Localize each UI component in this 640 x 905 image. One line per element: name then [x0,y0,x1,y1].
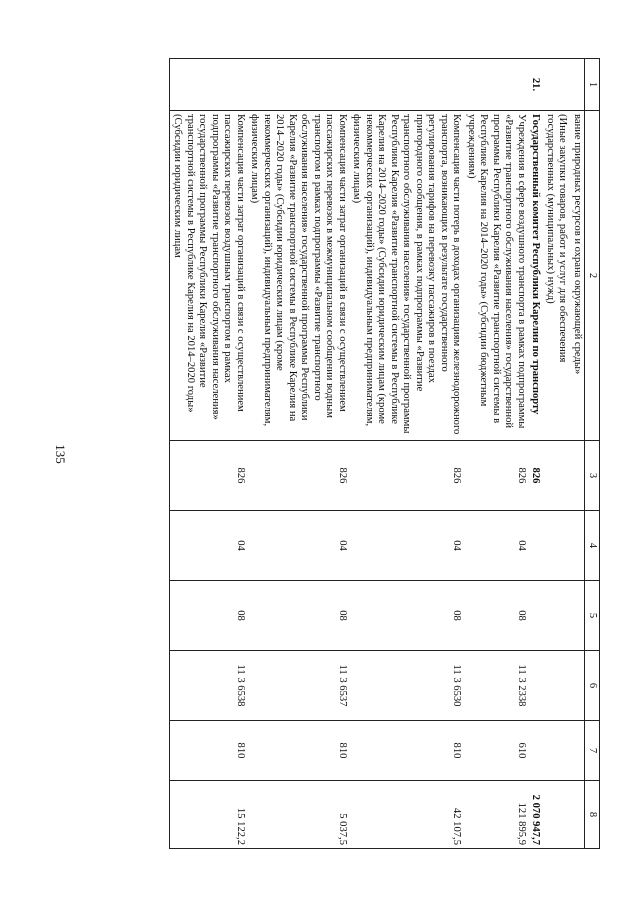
table-row [464,59,529,849]
column-header-7: 7 [585,721,600,781]
row-index [464,59,529,111]
table-row [349,59,464,849]
row-target-article: 11 3 6538 [170,651,248,721]
row-expense-type [543,721,570,781]
row-expense-type: 810 [349,721,464,781]
row-ministry-code: 826 [528,441,543,511]
table-row [570,59,585,849]
row-ministry-code [543,441,570,511]
budget-table [169,58,600,849]
table-header [585,59,600,849]
row-section [543,511,570,581]
row-subsection [570,581,585,651]
row-expense-type [528,721,543,781]
row-index [349,59,464,111]
column-header-5: 5 [585,581,600,651]
row-amount [570,781,585,849]
row-subsection [528,581,543,651]
row-index [247,59,349,111]
column-header-8: 8 [585,781,600,849]
row-expense-type [570,721,585,781]
table-row [247,59,349,849]
row-description: вание природных ресурсов и охрана окружающей среды» [570,111,585,441]
row-description: (Иные закупки товаров, работ и услуг для обеспечения государственных (муниципальных) нужд) [543,111,570,441]
row-description: Государственный комитет Республики Карелия по транспорту [528,111,543,441]
row-subsection [543,581,570,651]
column-header-1: 1 [585,59,600,111]
row-amount: 5 037,5 [247,781,349,849]
row-subsection: 08 [170,581,248,651]
row-target-article [570,651,585,721]
row-target-article: 11 3 2338 [464,651,529,721]
row-description: Учреждения в сфере воздушного транспорта в рамках подпрограммы «Развитие транспортного обслуживания населения» государственной программы Республики Карелия «Развитие транспортной системы в Республике Карелия на 2014–2020 годы» (Субсидии бюджетным учреждениям) [464,111,529,441]
row-description: Компенсация части потерь в доходах организациям железнодорожного транспорта, возникающих в результате государственного регулирования тарифов на перевозку пассажиров в поездах пригородного сообщения, в рамках подпрограммы «Развитие транспортного обслуживания населения» государственной программы Республики Карелия «Развитие транспортной системы в Республике Карелия на 2014–2020 годы» (Субсидии юридическим лицам (кроме некоммерческих организаций), индивидуальным предпринимателям, физическим лицам) [349,111,464,441]
row-amount: 2 070 947,7 [528,781,543,849]
row-amount: 121 895,9 [464,781,529,849]
table-row [528,59,543,849]
row-expense-type: 810 [170,721,248,781]
table-row [543,59,570,849]
row-ministry-code: 826 [464,441,529,511]
column-header-4: 4 [585,511,600,581]
row-subsection: 08 [349,581,464,651]
row-index [570,59,585,111]
row-index [543,59,570,111]
row-ministry-code: 826 [170,441,248,511]
row-section [570,511,585,581]
row-index: 21. [528,59,543,111]
row-target-article [528,651,543,721]
table-row [170,59,248,849]
row-target-article: 11 3 6537 [247,651,349,721]
column-header-3: 3 [585,441,600,511]
row-section: 04 [349,511,464,581]
row-section [528,511,543,581]
row-subsection: 08 [464,581,529,651]
row-expense-type: 810 [247,721,349,781]
row-expense-type: 610 [464,721,529,781]
row-target-article: 11 3 6530 [349,651,464,721]
row-amount [543,781,570,849]
column-header-6: 6 [585,651,600,721]
row-ministry-code: 826 [349,441,464,511]
row-amount: 15 122,2 [170,781,248,849]
row-index [170,59,248,111]
row-description: Компенсация части затрат организаций в связи с осуществлением пассажирских перевозок воздушным транспортом в рамках подпрограммы «Развитие транспортного обслуживания населения» государственной программы Республики Карелия «Развитие транспортной системы в Республике Карелия на 2014–2020 годы» (Субсидии юридическим лицам [170,111,248,441]
row-target-article [543,651,570,721]
budget-table-sheet [120,58,600,848]
column-header-2: 2 [585,111,600,441]
page-number: 135 [53,444,68,464]
row-subsection: 08 [247,581,349,651]
row-description: Компенсация части затрат организаций в связи с осуществлением пассажирских перевозок в межмуниципальном сообщении водным транспортом в рамках подпрограммы «Развитие транспортного обслуживания населения» государственной программы Республики Карелия «Развитие транспортной системы в Республике Карелия на 2014–2020 годы» (Субсидии юридическим лицам (кроме некоммерческих организаций), индивидуальным предпринимателям, физическим лицам) [247,111,349,441]
row-ministry-code: 826 [247,441,349,511]
row-section: 04 [170,511,248,581]
row-section: 04 [247,511,349,581]
row-section: 04 [464,511,529,581]
table-body [170,59,585,849]
row-ministry-code [570,441,585,511]
header-row [585,59,600,849]
row-amount: 42 107,5 [349,781,464,849]
